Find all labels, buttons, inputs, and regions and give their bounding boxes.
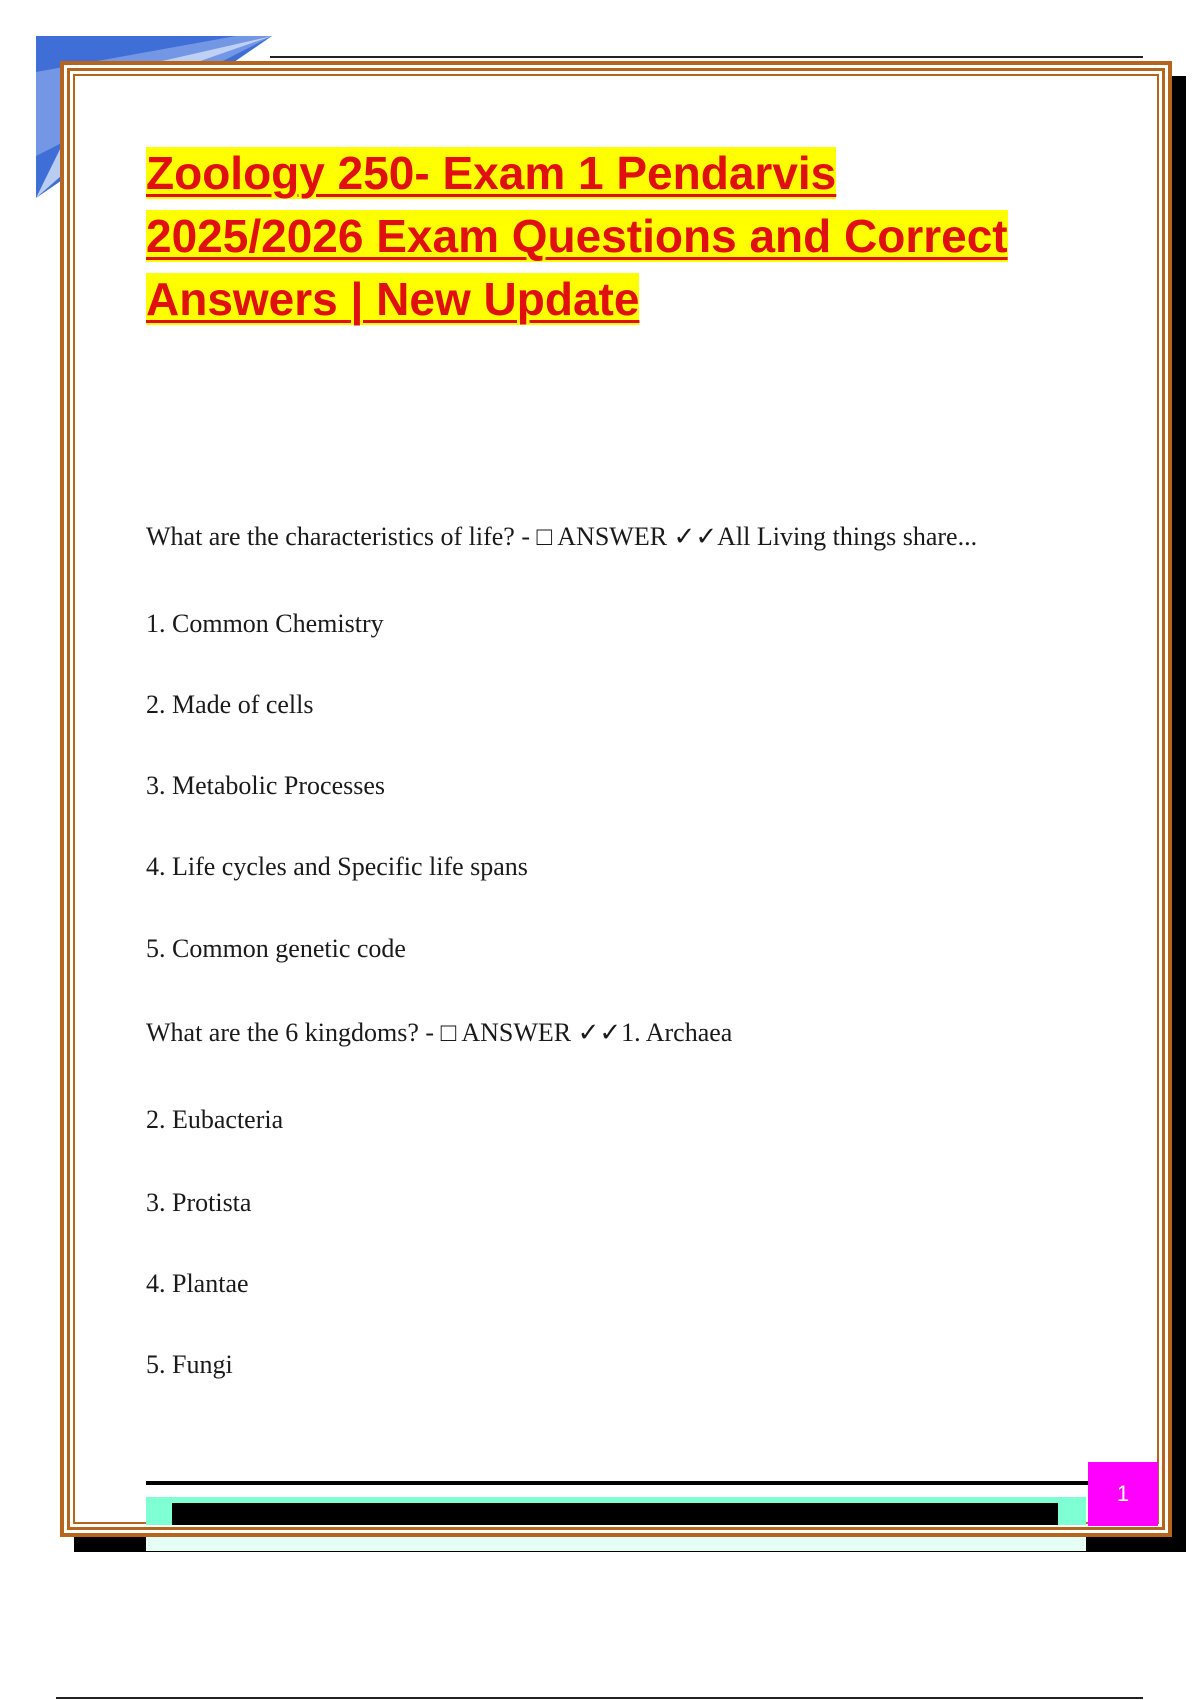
list-item: 2. Eubacteria: [146, 1105, 284, 1134]
title-line-2: 2025/2026 Exam Questions and Correct: [146, 210, 1008, 262]
list-item: 1. Common Chemistry: [146, 609, 384, 638]
footer-rule: [146, 1481, 1090, 1485]
list-item: 3. Metabolic Processes: [146, 771, 386, 800]
list-item: 2. Made of cells: [146, 690, 314, 719]
title-line-1: Zoology 250- Exam 1 Pendarvis: [146, 147, 837, 199]
list-item: 4. Life cycles and Specific life spans: [146, 852, 528, 881]
question-six-kingdoms: What are the 6 kingdoms? - □ ANSWER ✓✓1. Archaea: [146, 1018, 733, 1047]
footer-black-bar: [172, 1503, 1058, 1525]
list-item: 4. Plantae: [146, 1269, 249, 1298]
list-item: 3. Protista: [146, 1188, 252, 1217]
document-title: [146, 142, 1086, 331]
top-rule: [270, 56, 1143, 58]
footer-band-shadow: [146, 1537, 1086, 1551]
title-line-3: Answers | New Update: [146, 273, 640, 325]
bottom-rule: [56, 1697, 1143, 1699]
page-number: 1: [1088, 1462, 1158, 1526]
list-item: 5. Fungi: [146, 1350, 233, 1379]
list-item: 5. Common genetic code: [146, 934, 406, 963]
question-characteristics-of-life: What are the characteristics of life? - □ ANSWER ✓✓All Living things share...: [146, 522, 978, 551]
